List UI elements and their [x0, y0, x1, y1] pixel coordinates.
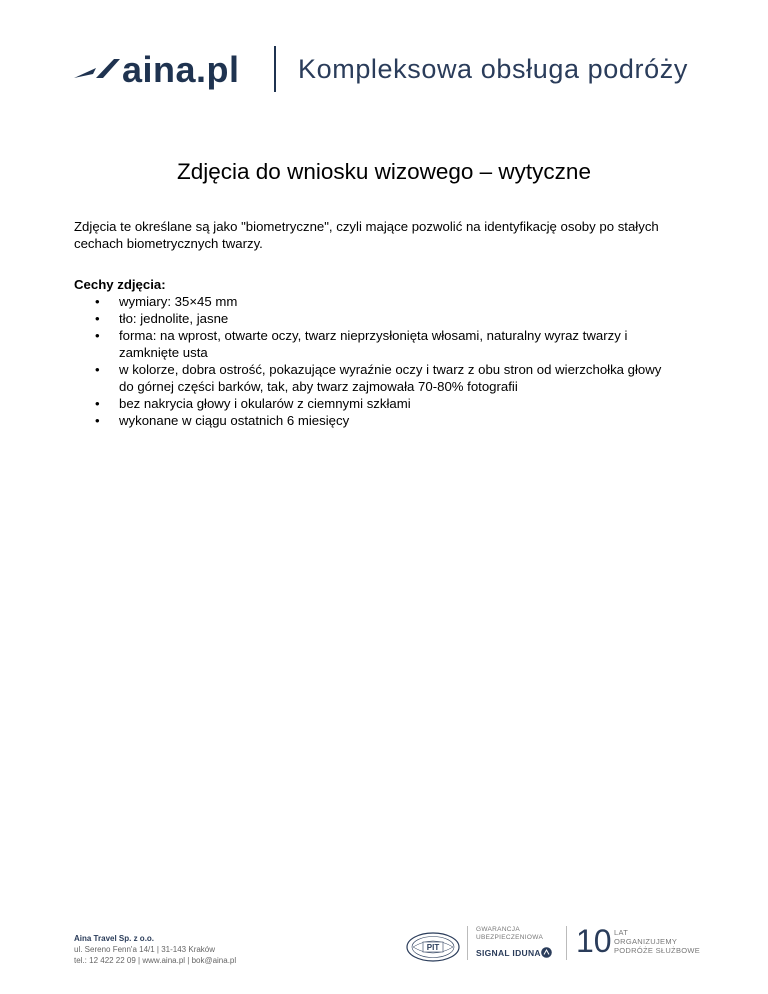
- document-title: Zdjęcia do wniosku wizowego – wytyczne: [177, 159, 591, 184]
- list-item-text: wymiary: 35×45 mm: [119, 294, 238, 309]
- ten-years-line: ORGANIZUJEMY: [614, 937, 678, 946]
- company-address: ul. Sereno Fenn'a 14/1 | 31-143 Kraków: [74, 945, 216, 954]
- ten-years-line: PODRÓŻE SŁUŻBOWE: [614, 946, 701, 955]
- footer-divider: [467, 926, 468, 960]
- list-item-text: bez nakrycia głowy i okularów z ciemnymi szkłami: [119, 396, 411, 411]
- features-heading: Cechy zdjęcia:: [74, 277, 166, 292]
- header-tagline: Kompleksowa obsługa podróży: [298, 54, 688, 84]
- company-name: Aina Travel Sp. z o.o.: [74, 934, 155, 943]
- guarantee-label: [476, 926, 543, 942]
- list-item: [74, 327, 679, 361]
- list-item-text: forma: na wprost, otwarte oczy, twarz nieprzysłonięta włosami, naturalny wyraz twarzy i zamknięte usta: [119, 328, 628, 360]
- features-section: [74, 276, 714, 429]
- list-item-text: wykonane w ciągu ostatnich 6 miesięcy: [119, 413, 350, 428]
- ten-years-line: LAT: [614, 928, 629, 937]
- list-item: [74, 412, 679, 429]
- list-item: [74, 395, 679, 412]
- footer-logos: [406, 923, 706, 966]
- list-item-text: w kolorze, dobra ostrość, pokazujące wyraźnie oczy i twarz z obu stron od wierzchołka głowy do górnej części barków, tak, aby twarz zajmowała 70-80% fotografii: [119, 362, 662, 394]
- company-contact: tel.: 12 422 22 09 | www.aina.pl | bok@aina.pl: [74, 956, 237, 965]
- bullet: •: [95, 362, 100, 377]
- page-header: [74, 44, 714, 92]
- footer-divider: [566, 926, 567, 960]
- list-item: [74, 310, 679, 327]
- bullet: •: [95, 396, 100, 411]
- guarantee-line: UBEZPIECZENIOWA: [476, 934, 544, 941]
- list-item-text: tło: jednolite, jasne: [119, 311, 229, 326]
- signal-iduna-logo: SIGNAL IDUNA: [476, 948, 541, 958]
- list-item: [74, 293, 679, 310]
- bullet: •: [95, 413, 100, 428]
- pit-logo-icon: [406, 932, 460, 962]
- ten-years-badge: 10: [576, 923, 612, 959]
- aina-logo: [74, 50, 240, 90]
- bullet: •: [95, 328, 100, 343]
- logo-text: aina.pl: [122, 49, 240, 90]
- bullet: •: [95, 294, 100, 309]
- feature-list: [74, 293, 714, 429]
- header-divider: [274, 46, 276, 92]
- intro-paragraph: Zdjęcia te określane są jako "biometryczne", czyli mające pozwolić na identyfikację osoby po stałych cechach biometrycznych twarzy.: [74, 219, 659, 251]
- list-item: [74, 361, 679, 395]
- signal-iduna-emblem-icon: [541, 947, 552, 958]
- airplane-swoosh-icon: [74, 56, 120, 84]
- pit-logo-text: PIT: [426, 943, 440, 952]
- ten-years-caption: [614, 928, 700, 955]
- guarantee-line: GWARANCJA: [476, 926, 520, 933]
- footer-company-info: [74, 933, 236, 966]
- bullet: •: [95, 311, 100, 326]
